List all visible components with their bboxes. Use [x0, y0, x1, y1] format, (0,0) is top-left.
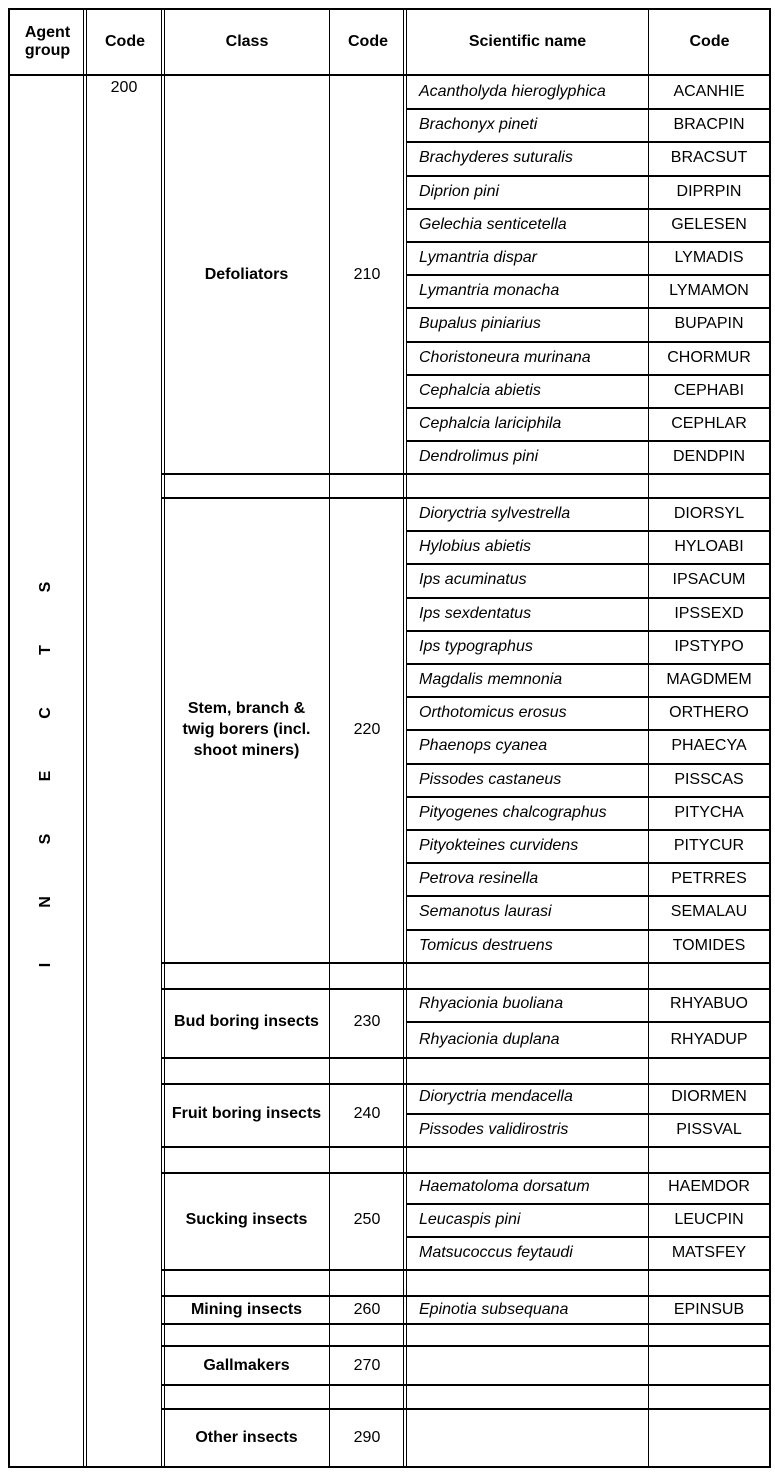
scientific-name: Pityokteines curvidens: [419, 837, 579, 855]
scientific-name: Brachyderes suturalis: [419, 149, 573, 167]
scientific-name: Acantholyda hieroglyphica: [419, 83, 606, 101]
agent-group-letter: I: [37, 962, 54, 968]
species-code: DIORMEN: [671, 1088, 747, 1105]
species-code: CEPHABI: [673, 381, 745, 399]
species-row-border: [407, 440, 769, 442]
class-block-border: [161, 1466, 771, 1468]
scientific-name: Pissodes castaneus: [419, 770, 562, 788]
species-row-border: [407, 307, 769, 309]
class-block-border: [161, 1146, 771, 1148]
class-code: 230: [353, 1012, 381, 1030]
species-row-border: [407, 696, 769, 698]
table-left-border: [8, 8, 10, 1468]
scientific-name: Matsucoccus feytaudi: [419, 1244, 573, 1261]
species-code: SEMALAU: [670, 903, 748, 921]
class-name: Defoliators: [204, 265, 289, 283]
species-code: LYMAMON: [669, 282, 749, 300]
species-code: RHYABUO: [670, 994, 748, 1012]
header-scientific-name: Scientific name: [468, 33, 587, 50]
class-code: 240: [353, 1104, 381, 1122]
scientific-name: Choristoneura murinana: [419, 348, 591, 366]
scientific-name: Leucaspis pini: [419, 1211, 521, 1228]
scientific-name: Tomicus destruens: [419, 936, 553, 954]
scientific-name: Pityogenes chalcographus: [419, 803, 607, 821]
species-row-border: [407, 141, 769, 143]
scientific-name: Rhyacionia duplana: [419, 1030, 560, 1048]
species-code: [649, 1408, 769, 1466]
species-row-border: [407, 796, 769, 798]
species-code: BUPAPIN: [674, 315, 744, 333]
species-code: IPSACUM: [672, 571, 746, 589]
class-code: 220: [353, 720, 381, 738]
class-name: Sucking insects: [185, 1211, 308, 1228]
species-code: ORTHERO: [669, 704, 749, 722]
species-row-border: [407, 729, 769, 731]
double-column-border: [86, 8, 87, 1466]
species-row-border: [407, 1021, 769, 1023]
class-code: 260: [353, 1300, 381, 1318]
species-code: PETRRES: [671, 870, 747, 888]
species-code: ACANHIE: [673, 83, 745, 101]
scientific-name: Ips acuminatus: [419, 571, 527, 589]
species-code: DENDPIN: [672, 448, 745, 466]
scientific-name: Dioryctria mendacella: [419, 1088, 573, 1105]
scientific-name: Ips typographus: [419, 637, 533, 655]
scientific-name: Brachonyx pineti: [419, 116, 538, 134]
scientific-name: Dioryctria sylvestrella: [419, 505, 571, 523]
species-code: MAGDMEM: [666, 671, 752, 689]
agent-group-letter: S: [37, 581, 54, 593]
species-code: [649, 1346, 769, 1384]
header-code-1: Code: [105, 33, 145, 50]
class-block-border: [161, 473, 771, 475]
scientific-name: Lymantria dispar: [419, 249, 537, 267]
class-name: Stem, branch & twig borers (incl. shoot miners): [182, 699, 311, 759]
species-code: PISSCAS: [674, 770, 744, 788]
class-code: 290: [353, 1428, 381, 1446]
scientific-name: Orthotomicus erosus: [419, 704, 567, 722]
species-row-border: [407, 108, 769, 110]
scientific-name: Petrova resinella: [419, 870, 539, 888]
header-class: Class: [225, 33, 269, 50]
header-agent-group: Agent group: [24, 24, 71, 59]
species-row-border: [407, 407, 769, 409]
species-row-border: [407, 1113, 769, 1115]
double-column-border: [83, 8, 84, 1466]
species-row-border: [407, 241, 769, 243]
class-name: Fruit boring insects: [171, 1104, 322, 1122]
species-code: PITYCUR: [673, 837, 745, 855]
scientific-name: Gelechia senticetella: [419, 215, 567, 233]
class-name: Bud boring insects: [174, 1012, 319, 1030]
class-block-border: [161, 1384, 771, 1386]
species-code: CHORMUR: [667, 348, 751, 366]
header-code-2: Code: [348, 33, 388, 50]
scientific-name: Diprion pini: [419, 182, 500, 200]
scientific-name: Semanotus laurasi: [419, 903, 552, 921]
agent-group-letter: S: [37, 833, 54, 845]
double-column-border: [161, 8, 162, 1466]
species-row-border: [407, 597, 769, 599]
scientific-name: Ips sexdentatus: [419, 604, 532, 622]
class-name: Gallmakers: [203, 1356, 290, 1374]
agent-group-letter: C: [37, 707, 54, 719]
species-row-border: [407, 1236, 769, 1238]
species-code: LEUCPIN: [674, 1211, 744, 1228]
species-code: BRACSUT: [670, 149, 748, 167]
species-row-border: [407, 663, 769, 665]
species-row-border: [407, 530, 769, 532]
scientific-name: Rhyacionia buoliana: [419, 994, 564, 1012]
scientific-name: [407, 1346, 648, 1384]
species-code: IPSTYPO: [674, 637, 744, 655]
species-code: RHYADUP: [670, 1030, 748, 1048]
class-code: 270: [353, 1356, 381, 1374]
scientific-name: Magdalis memnonia: [419, 671, 563, 689]
class-block-border: [161, 1269, 771, 1271]
species-code: PISSVAL: [676, 1121, 742, 1138]
class-name: Mining insects: [190, 1300, 303, 1318]
species-row-border: [407, 929, 769, 931]
species-row-border: [407, 630, 769, 632]
scientific-name: Dendrolimus pini: [419, 448, 539, 466]
species-code: HYLOABI: [674, 538, 744, 556]
scientific-name: Pissodes validirostris: [419, 1121, 569, 1138]
class-code: 210: [353, 265, 381, 283]
species-row-border: [407, 374, 769, 376]
species-code: DIPRPIN: [676, 182, 742, 200]
species-code: LYMADIS: [674, 249, 744, 267]
species-row-border: [407, 563, 769, 565]
class-block-border: [161, 1057, 771, 1059]
agent-group-letter: T: [37, 645, 54, 655]
species-row-border: [407, 274, 769, 276]
species-code: TOMIDES: [672, 936, 746, 954]
species-code: DIORSYL: [673, 505, 745, 523]
species-code: HAEMDOR: [668, 1178, 750, 1195]
scientific-name: Lymantria monacha: [419, 282, 560, 300]
scientific-name: Cephalcia lariciphila: [419, 415, 562, 433]
class-block-border: [161, 1323, 771, 1325]
scientific-name: Phaenops cyanea: [419, 737, 548, 755]
scientific-name: Hylobius abietis: [419, 538, 532, 556]
species-code: PHAECYA: [671, 737, 747, 755]
scientific-name: [407, 1408, 648, 1466]
agent-group-letter: N: [37, 896, 54, 908]
scientific-name: Cephalcia abietis: [419, 381, 541, 399]
species-row-border: [407, 341, 769, 343]
species-code: IPSSEXD: [674, 604, 744, 622]
species-row-border: [407, 895, 769, 897]
class-code: 250: [353, 1211, 381, 1228]
class-name: Other insects: [195, 1428, 298, 1446]
scientific-name: Bupalus piniarius: [419, 315, 541, 333]
species-code: BRACPIN: [673, 116, 745, 134]
table-right-border: [769, 8, 771, 1468]
species-row-border: [407, 829, 769, 831]
species-row-border: [407, 1203, 769, 1205]
species-row-border: [407, 208, 769, 210]
agent-group-letter: E: [37, 770, 54, 782]
species-code: PITYCHA: [674, 803, 744, 821]
scientific-name: Haematoloma dorsatum: [419, 1178, 590, 1195]
species-row-border: [407, 175, 769, 177]
class-block-border: [161, 962, 771, 964]
scientific-name: Epinotia subsequana: [419, 1300, 569, 1318]
species-row-border: [407, 763, 769, 765]
species-code: EPINSUB: [673, 1300, 745, 1318]
header-code-3: Code: [689, 33, 730, 50]
species-code: CEPHLAR: [671, 415, 747, 433]
species-row-border: [407, 862, 769, 864]
species-code: GELESEN: [671, 215, 747, 233]
species-code: MATSFEY: [671, 1244, 747, 1261]
agent-group-code: 200: [110, 78, 138, 96]
